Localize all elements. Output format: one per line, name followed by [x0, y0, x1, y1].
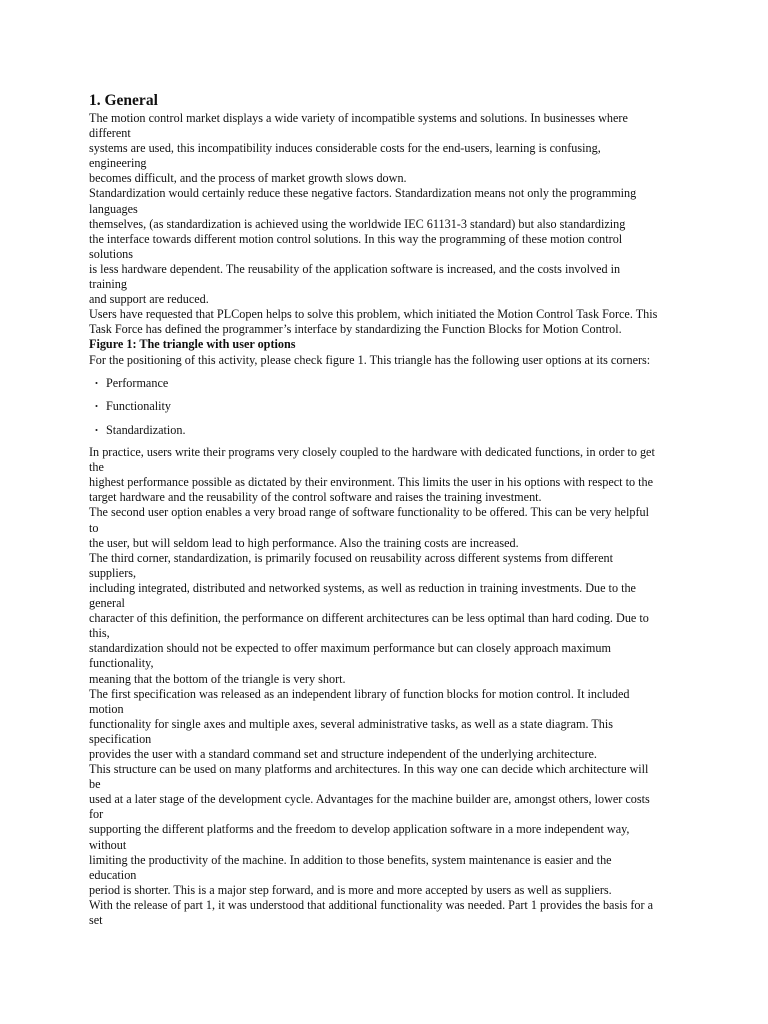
text-line: training: [89, 277, 127, 292]
text-line: The second user option enables a very broad range of software functionality to be offered. This can be very helpful: [89, 505, 649, 520]
text-line: becomes difficult, and the process of market growth slows down.: [89, 171, 407, 186]
text-line: the: [89, 460, 104, 475]
bullet-icon: ・: [91, 377, 102, 390]
text-line: The first specification was released as an independent library of function blocks for motion control. It included: [89, 686, 630, 701]
user-options-list: [89, 372, 689, 443]
text-line: With the release of part 1, it was understood that additional functionality was needed. Part 1 provides the basis for a: [89, 897, 654, 912]
intro-paragraphs: [89, 111, 689, 337]
text-line: this,: [89, 626, 110, 641]
text-line: limiting the productivity of the machine. In addition to those benefits, system maintenance is easier and the: [89, 852, 612, 867]
list-item: [89, 395, 689, 419]
text-line: period is shorter. This is a major step forward, and is more and more accepted by users as well as suppliers.: [89, 882, 612, 897]
text-line: without: [89, 837, 127, 852]
text-line: different: [89, 126, 131, 141]
text-line: languages: [89, 201, 138, 216]
text-line: Task Force has defined the programmer’s interface by standardizing the Function Blocks for Motion Control.: [89, 322, 622, 337]
text-line: target hardware and the reusability of the control software and raises the training investment.: [89, 490, 542, 505]
text-line: set: [89, 913, 103, 927]
text-line: functionality,: [89, 656, 154, 671]
text-line: Users have requested that PLCopen helps to solve this problem, which initiated the Motion Control Task Force. This: [89, 307, 658, 322]
text-line: provides the user with a standard command set and structure independent of the underlying architecture.: [89, 746, 597, 761]
text-line: solutions: [89, 246, 134, 261]
list-item-label: Functionality: [106, 399, 171, 414]
text-line: and support are reduced.: [89, 292, 209, 307]
text-line: suppliers,: [89, 565, 137, 580]
text-line: including integrated, distributed and networked systems, as well as reduction in training investments. Due to the: [89, 580, 636, 595]
text-line: systems are used, this incompatibility induces considerable costs for the end-users, learning is confusing,: [89, 141, 601, 156]
bullet-icon: ・: [91, 424, 102, 437]
text-line: the user, but will seldom lead to high performance. Also the training costs are increased.: [89, 535, 519, 550]
bullet-icon: ・: [91, 401, 102, 414]
list-item: [89, 419, 689, 443]
text-line: In practice, users write their programs very closely coupled to the hardware with dedicated functions, in order to get: [89, 445, 655, 460]
list-item: [89, 372, 689, 396]
document-page: [89, 92, 689, 928]
text-line: is less hardware dependent. The reusability of the application software is increased, and the costs involved in: [89, 261, 621, 276]
text-line: general: [89, 596, 125, 611]
text-line: The motion control market displays a wide variety of incompatible systems and solutions. In businesses where: [89, 111, 628, 125]
list-item-label: Standardization.: [106, 422, 186, 437]
text-line: the interface towards different motion control solutions. In this way the programming of these motion control: [89, 231, 623, 246]
list-item-label: Performance: [106, 375, 169, 390]
text-line: The third corner, standardization, is primarily focused on reusability across different systems from different: [89, 550, 613, 565]
text-line: education: [89, 867, 137, 882]
text-line: be: [89, 777, 101, 792]
text-line: to: [89, 520, 99, 535]
text-line: specification: [89, 731, 152, 746]
figure-intro-paragraph: [89, 353, 689, 368]
text-line: standardization should not be expected to offer maximum performance but can closely approach maximum: [89, 641, 611, 656]
text-line: engineering: [89, 156, 147, 171]
text-line: functionality for single axes and multiple axes, several administrative tasks, as well as a state diagram. This: [89, 716, 614, 731]
text-line: motion: [89, 701, 124, 716]
body-paragraphs: [89, 445, 689, 928]
text-line: themselves, (as standardization is achieved using the worldwide IEC 61131-3 standard) but also standardizing: [89, 216, 626, 231]
text-line: meaning that the bottom of the triangle is very short.: [89, 671, 346, 686]
text-line: Standardization would certainly reduce these negative factors. Standardization means not only the programming: [89, 186, 637, 201]
text-line: This structure can be used on many platforms and architectures. In this way one can decide which architecture will: [89, 762, 649, 777]
text-line: character of this definition, the performance on different architectures can be less optimal than hard coding. Due to: [89, 611, 649, 626]
text-line: supporting the different platforms and the freedom to develop application software in a more independent way,: [89, 822, 630, 837]
figure-caption: Figure 1: The triangle with user options: [89, 337, 296, 352]
text-line: For the positioning of this activity, please check figure 1. This triangle has the following user options at its corners:: [89, 352, 651, 367]
text-line: highest performance possible as dictated by their environment. This limits the user in his options with respect to the: [89, 475, 654, 490]
text-line: for: [89, 807, 104, 822]
section-heading: 1. General: [89, 92, 158, 109]
text-line: used at a later stage of the development cycle. Advantages for the machine builder are, amongst others, lower costs: [89, 792, 650, 807]
